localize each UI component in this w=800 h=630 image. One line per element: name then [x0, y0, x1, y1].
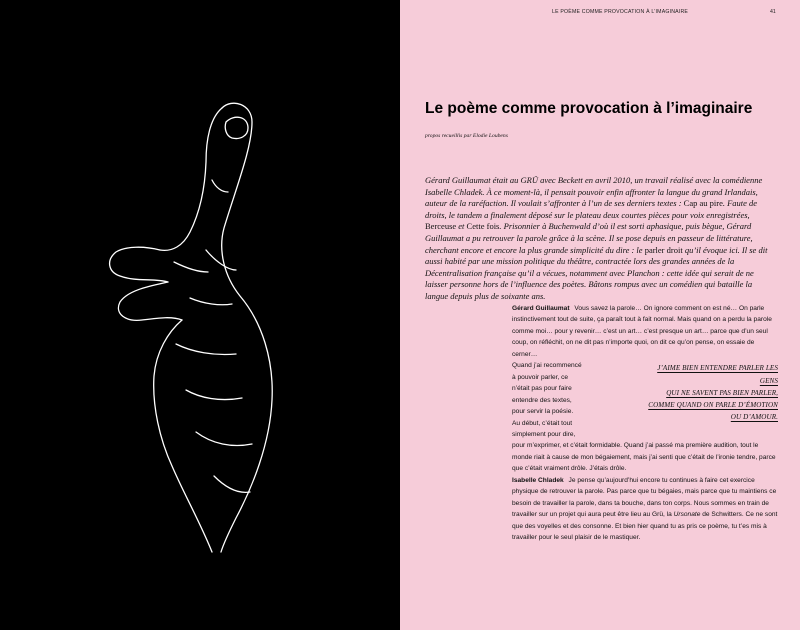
work-title: Cette fois: [466, 221, 500, 232]
pull-quote: [638, 362, 778, 423]
pull-quote-line: QUI NE SAVENT PAS BIEN PARLER,: [666, 388, 778, 397]
interview-dialogue: [512, 303, 778, 544]
speaker-name: Gérard Guillaumat: [512, 305, 570, 312]
dialogue-line: simplement pour dire,: [512, 430, 576, 438]
pull-quote-line: J’AIME BIEN ENTENDRE PARLER LES GENS: [657, 364, 778, 385]
article-byline: propos recueillis par Elodie Loubens: [425, 133, 508, 139]
dialogue-paragraph: pour m’exprimer, et c’était formidable. Quand j’ai passé ma première audition, tout le monde riait à cause de mon bégaiement, mais j’ai senti que c’était de l’ironie tendre, parce que c’était vraiment drôle. J’étais drôle.: [512, 442, 776, 473]
work-title: Cap au pire: [683, 198, 723, 209]
article-title: Le poème comme provocation à l’imaginaire: [425, 100, 753, 117]
work-title: Berceuse: [425, 221, 457, 232]
pull-quote-line: OU D’AMOUR.: [730, 413, 778, 422]
intro-text: et: [456, 221, 467, 232]
dialogue-line: Quand j’ai recommencé: [512, 362, 582, 370]
dialogue-text: Vous savez la parole… On ignore comment on est né… On parle instinctivement tout de suite, ça paraît tout à fait normal. Mais quand on a perdu la parole comme moi… pour y revenir… c’est un art… c’est presque un art… parce que d’un seul coup, on réfléchit, on ne dit pas n’importe quoi, on dit ce qu’on pense, on essaie de cerner…: [512, 305, 772, 358]
intro-text: . Prisonnier à Buchenwald d’où il est sorti aphasique, puis bègue, Gérard Guillaumat a pu retrouver la parole grâce à la scène. Il se pose depuis en passeur de littérature, cherchant encore et encore la plus grande simplicité du dire : le: [425, 221, 753, 255]
right-page: [400, 0, 800, 630]
intro-text: qu’il évoque ici. Il se dit aussi habité par une mission politique du théâtre, contractée lors des grandes années de la Décentralisation française qu’il a vécues, notamment avec Planchon : cette idée qui serait de ne laisser personne hors de l’influence des poètes. Bâtons rompus avec un comédien qui bataille la langue depuis plus de soixante ans.: [425, 244, 768, 301]
dialogue-line: n’était pas pour faire: [512, 385, 572, 393]
dialogue-text: de Schwitters. Ce ne sont que des voyelles et des consonne. Et bien hier quand tu as pris ce poème, tu t’es mis à travailler pour le seul plaisir de le mastiquer.: [512, 511, 778, 542]
intro-text: . Faute de droits, le tandem a finalement déposé sur le plateau deux courtes pièces pour voix enregistrées,: [425, 198, 758, 220]
speaker-name: Isabelle Chladek: [512, 476, 564, 484]
dialogue-line: pour servir la poésie.: [512, 408, 574, 416]
work-title: parler droit: [644, 244, 683, 255]
dialogue-line: entendre des textes,: [512, 396, 572, 404]
intro-text: Gérard Guillaumat était au GRÜ avec Beckett en avril 2010, un travail réalisé avec la comédienne Isabelle Chladek. À ce moment-là, il pensait pouvoir enfin affronter la langue du grand Irlandais, auteur de la raréfaction. Il voulait s’affronter à l’un de ses derniers textes :: [425, 175, 763, 209]
running-header: LE POÈME COMME PROVOCATION À L’IMAGINAIRE: [552, 9, 689, 15]
dialogue-text: Je pense qu’aujourd’hui encore tu continues à faire cet exercice physique de retrouver la parole. Pas parce que tu bégaies, mais parce que tu maintiens ce besoin de travailler la parole, dans ta bouche, dans ton corps. Nous sommes en train de travailler sur un projet qui aura peut être lieu au Grü, la: [512, 476, 777, 519]
dialogue-line: Au début, c’était tout: [512, 419, 573, 427]
pull-quote-line: COMME QUAND ON PARLE D’ÉMOTION: [648, 401, 778, 410]
intro-paragraph: [425, 175, 770, 303]
work-title: Ursonate: [673, 511, 701, 519]
dialogue-paragraph: [512, 303, 778, 360]
page-number: 41: [770, 9, 776, 15]
dialogue-line: à pouvoir parler, ce: [512, 373, 569, 381]
dialogue-paragraph: [512, 475, 778, 544]
dialogue-narrow-block: [512, 360, 612, 440]
